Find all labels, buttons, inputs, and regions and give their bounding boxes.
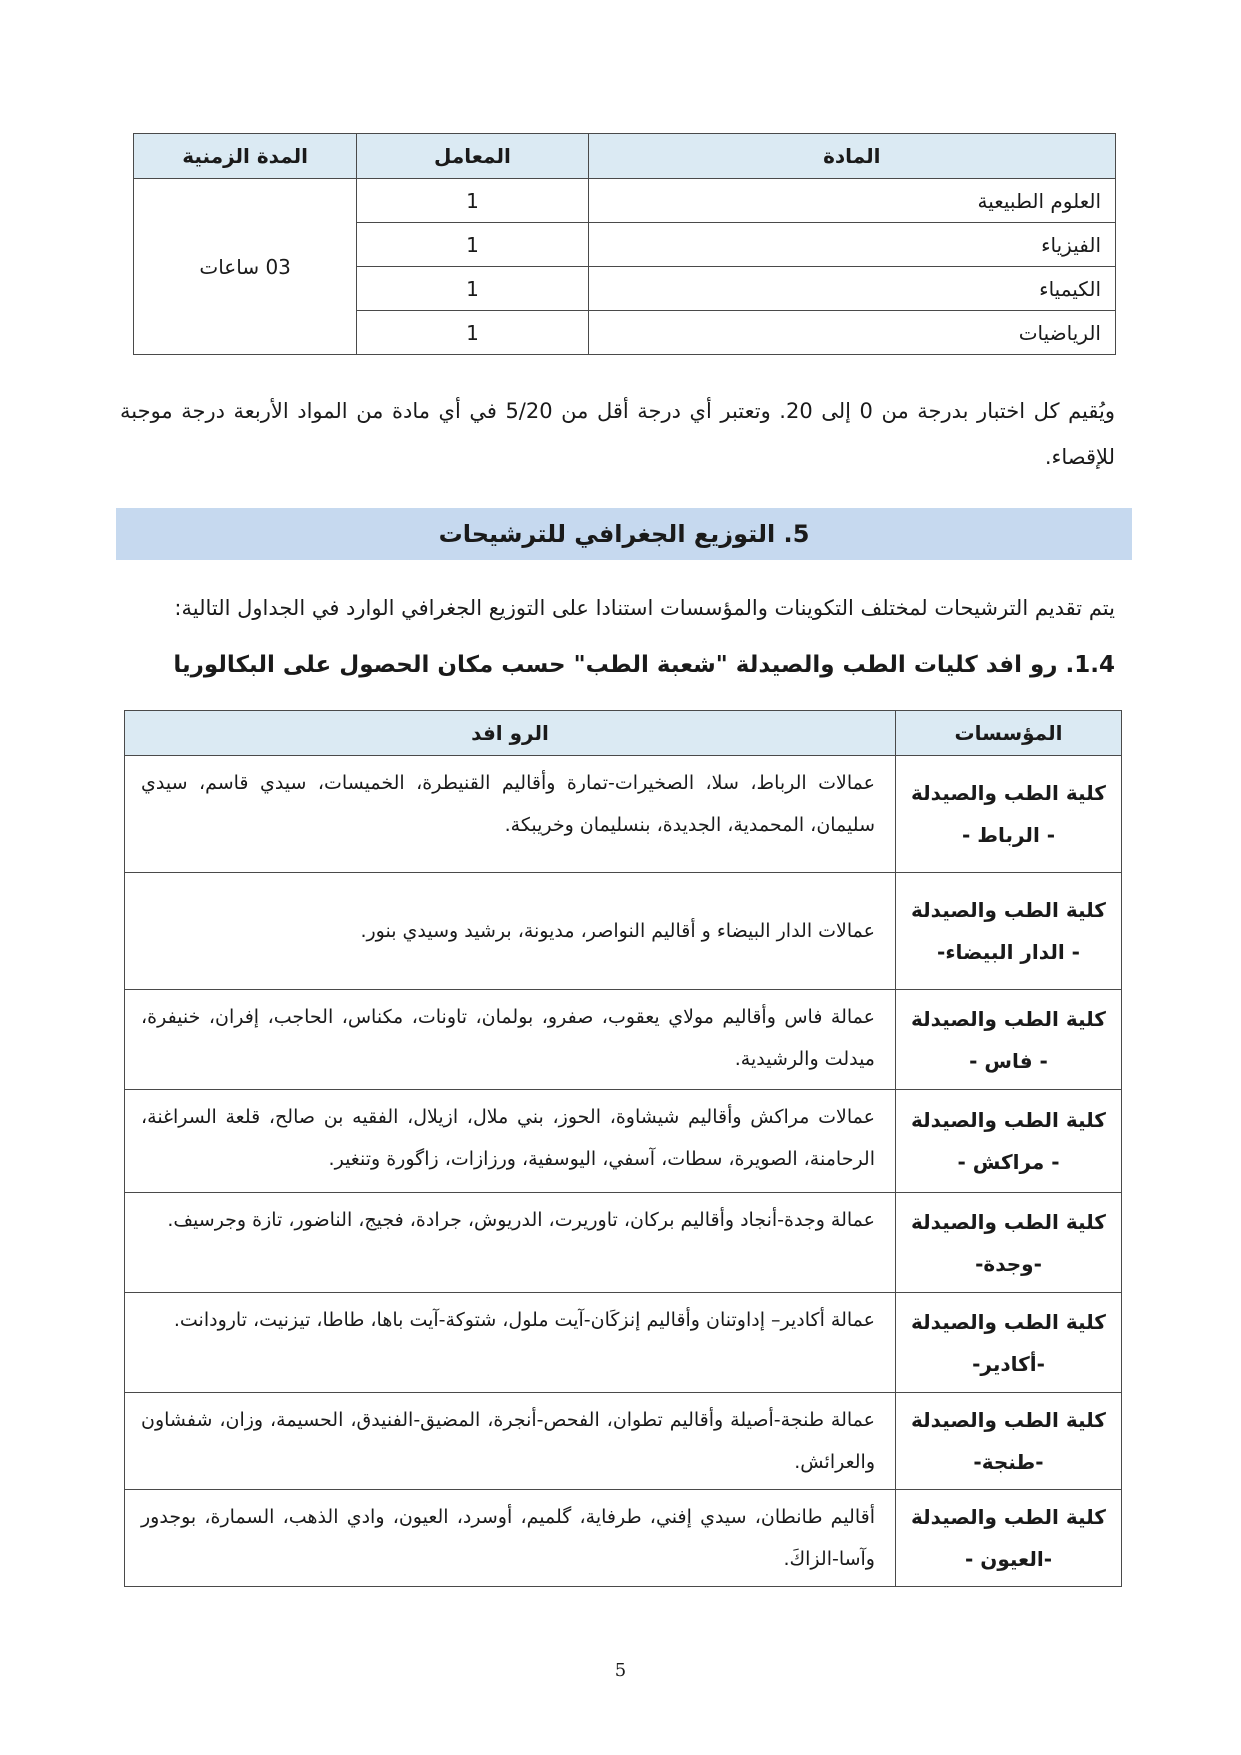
- table-row: [125, 1393, 1122, 1490]
- subject-cell: العلوم الطبيعية: [588, 179, 1115, 223]
- subject-cell: الرياضيات: [588, 311, 1115, 355]
- grading-note: ويُقيم كل اختبار بدرجة من 0 إلى 20. وتعتبر أي درجة أقل من 5/20 في أي مادة من المواد الأربعة درجة موجبة للإقصاء.: [120, 399, 1115, 469]
- institution-cell: [896, 1490, 1122, 1587]
- areas-cell: عمالات مراكش وأقاليم شيشاوة، الحوز، بني ملال، ازيلال، الفقيه بن صالح، قلعة السراغنة، الرحامنة، الصويرة، سطات، آسفي، اليوسفية، ورزازات، زاگورة وتنغير.: [125, 1090, 896, 1193]
- page-number: 5: [614, 1660, 627, 1681]
- institution-city: -أكادير-: [972, 1351, 1045, 1376]
- exam-table-header: [134, 134, 1116, 179]
- institution-city: -وجدة-: [975, 1251, 1042, 1276]
- institution-city: - الدار البيضاء-: [937, 940, 1080, 964]
- areas-cell: أقاليم طانطان، سيدي إفني، طرفاية، گلميم، أوسرد، العيون، وادي الذهب، السمارة، بوجدور وآسا-الزاكَ.: [125, 1490, 896, 1587]
- institutions-table-header: [125, 711, 1122, 756]
- duration-cell: 03 ساعات: [134, 179, 357, 355]
- header-coefficient: المعامل: [357, 134, 588, 179]
- table-row: [125, 873, 1122, 990]
- institution-name: كلية الطب والصيدلة: [911, 1006, 1106, 1031]
- header-institution: المؤسسات: [896, 711, 1122, 756]
- subsection-heading: 1.4. رو افد كليات الطب والصيدلة "شعبة الطب" حسب مكان الحصول على البكالوريا: [173, 652, 1115, 678]
- institution-name: كلية الطب والصيدلة: [911, 1505, 1106, 1529]
- exam-table: [133, 133, 1116, 355]
- areas-cell: عمالة طنجة-أصيلة وأقاليم تطوان، الفحص-أنجرة، المضيق-الفنيدق، الحسيمة، وزان، شفشاون والعرائش.: [125, 1393, 896, 1490]
- institution-name: كلية الطب والصيدلة: [911, 1408, 1106, 1432]
- header-duration: المدة الزمنية: [134, 134, 357, 179]
- institution-cell: [896, 1393, 1122, 1490]
- header-subject: المادة: [588, 134, 1115, 179]
- institution-cell: [896, 873, 1122, 990]
- table-row: [125, 756, 1122, 873]
- institution-cell: [896, 1293, 1122, 1393]
- institution-city: - فاس -: [969, 1048, 1048, 1073]
- section-title: 5. التوزيع الجغرافي للترشيحات: [116, 508, 1132, 560]
- header-areas: الرو افد: [125, 711, 896, 756]
- coefficient-cell: 1: [357, 223, 588, 267]
- areas-cell: عمالات الدار البيضاء و أقاليم النواصر، مديونة، برشيد وسيدي بنور.: [125, 873, 896, 990]
- coefficient-cell: 1: [357, 267, 588, 311]
- subject-cell: الفيزياء: [588, 223, 1115, 267]
- table-row: [125, 1490, 1122, 1587]
- institution-name: كلية الطب والصيدلة: [911, 781, 1106, 805]
- subject-cell: الكيمياء: [588, 267, 1115, 311]
- institution-cell: [896, 990, 1122, 1090]
- institution-city: - مراكش -: [957, 1150, 1060, 1174]
- table-row: [134, 179, 1116, 223]
- institution-cell: [896, 1090, 1122, 1193]
- table-row: [125, 1193, 1122, 1293]
- institution-name: كلية الطب والصيدلة: [911, 898, 1106, 922]
- institution-cell: [896, 756, 1122, 873]
- institution-city: - الرباط -: [961, 823, 1056, 847]
- table-row: [125, 1090, 1122, 1193]
- institution-name: كلية الطب والصيدلة: [911, 1209, 1106, 1234]
- areas-cell: عمالة وجدة-أنجاد وأقاليم بركان، تاوريرت، الدريوش، جرادة، فجيج، الناضور، تازة وجرسيف.: [125, 1193, 896, 1293]
- institution-city: -طنجة-: [973, 1450, 1044, 1474]
- table-row: [125, 990, 1122, 1090]
- coefficient-cell: 1: [357, 311, 588, 355]
- coefficient-cell: 1: [357, 179, 588, 223]
- institution-city: -العيون -: [965, 1547, 1052, 1571]
- areas-cell: عمالة أكادير– إداوتنان وأقاليم إنزكَان-آيت ملول، شتوكة-آيت باها، طاطا، تيزنيت، تارودانت.: [125, 1293, 896, 1393]
- institution-name: كلية الطب والصيدلة: [911, 1309, 1106, 1334]
- institution-cell: [896, 1193, 1122, 1293]
- table-row: [125, 1293, 1122, 1393]
- areas-cell: عمالة فاس وأقاليم مولاي يعقوب، صفرو، بولمان، تاونات، مكناس، الحاجب، إفران، خنيفرة، ميدلت والرشيدية.: [125, 990, 896, 1090]
- areas-cell: عمالات الرباط، سلا، الصخيرات-تمارة وأقاليم القنيطرة، الخميسات، سيدي قاسم، سيدي سليمان، المحمدية، الجديدة، بنسليمان وخريبكة.: [125, 756, 896, 873]
- intro-paragraph: يتم تقديم الترشيحات لمختلف التكوينات والمؤسسات استنادا على التوزيع الجغرافي الوارد في الجداول التالية:: [174, 596, 1115, 620]
- institutions-table: [124, 710, 1122, 1587]
- institution-name: كلية الطب والصيدلة: [911, 1108, 1106, 1132]
